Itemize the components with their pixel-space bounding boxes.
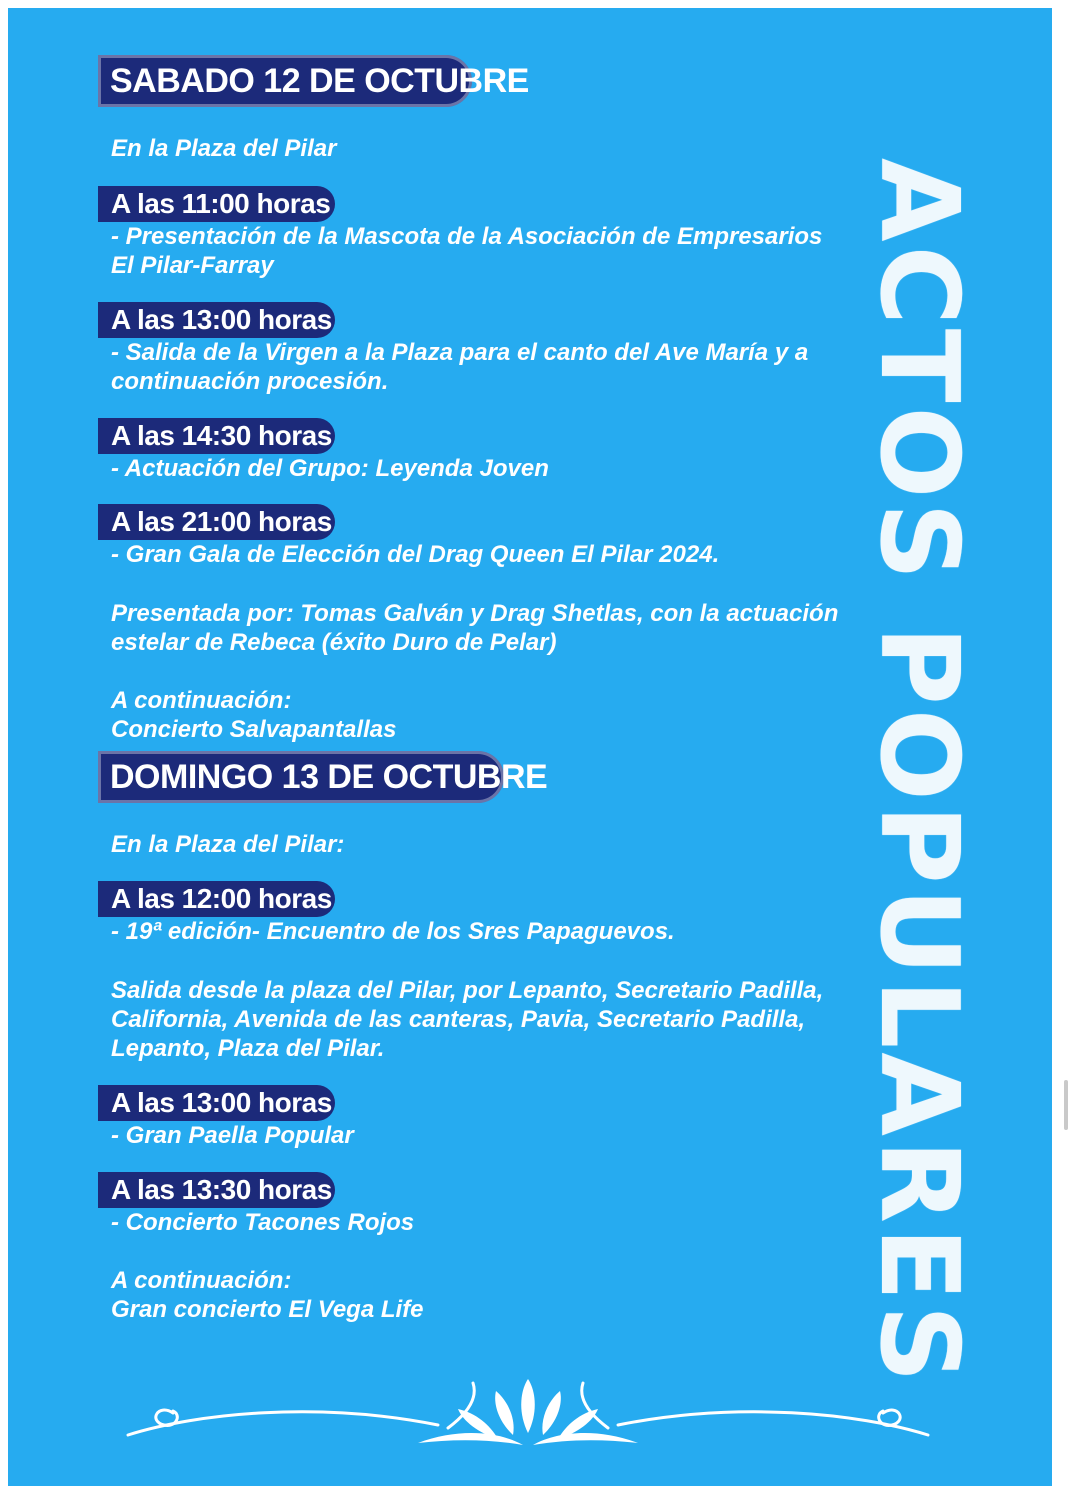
saturday-1430-line1: - Actuación del Grupo: Leyenda Joven [111, 455, 549, 482]
saturday-continuation-label: A continuación: [111, 687, 292, 714]
sunday-time-1330: A las 13:30 horas [98, 1172, 335, 1208]
sunday-continuation-label: A continuación: [111, 1267, 292, 1294]
saturday-banner: SABADO 12 DE OCTUBRE [98, 55, 472, 107]
saturday-presented-line1: Presentada por: Tomas Galván y Drag Shetlas, con la actuación [111, 600, 839, 627]
sunday-route-line3: Lepanto, Plaza del Pilar. [111, 1035, 385, 1062]
sunday-1330-line1: - Concierto Tacones Rojos [111, 1209, 415, 1236]
sunday-location: En la Plaza del Pilar: [111, 831, 345, 858]
saturday-time-1430: A las 14:30 horas [98, 418, 335, 454]
ornament-divider-icon [118, 1373, 938, 1453]
saturday-time-1300: A las 13:00 horas [98, 302, 335, 338]
scroll-indicator [1064, 1080, 1068, 1130]
sunday-1200-line1: - 19ª edición- Encuentro de los Sres Papaguevos. [111, 918, 675, 945]
sunday-continuation-value: Gran concierto El Vega Life [111, 1296, 424, 1323]
saturday-presented-line2: estelar de Rebeca (éxito Duro de Pelar) [111, 629, 557, 656]
saturday-continuation-value: Concierto Salvapantallas [111, 716, 397, 743]
saturday-time-2100: A las 21:00 horas [98, 504, 335, 540]
sunday-1300-line1: - Gran Paella Popular [111, 1122, 354, 1149]
sunday-route-line1: Salida desde la plaza del Pilar, por Lepanto, Secretario Padilla, [111, 977, 824, 1004]
sunday-time-1300: A las 13:00 horas [98, 1085, 335, 1121]
saturday-time-1100: A las 11:00 horas [98, 186, 335, 222]
saturday-2100-line1: - Gran Gala de Elección del Drag Queen El Pilar 2024. [111, 541, 720, 568]
poster [8, 8, 1052, 1486]
sunday-banner: DOMINGO 13 DE OCTUBRE [98, 751, 504, 803]
sunday-time-1200: A las 12:00 horas [98, 881, 335, 917]
saturday-1300-line1: - Salida de la Virgen a la Plaza para el canto del Ave María y a [111, 339, 809, 366]
saturday-1100-line1: - Presentación de la Mascota de la Asociación de Empresarios [111, 223, 823, 250]
sunday-route-line2: California, Avenida de las canteras, Pavia, Secretario Padilla, [111, 1006, 806, 1033]
saturday-1100-line2: El Pilar-Farray [111, 252, 274, 279]
saturday-location: En la Plaza del Pilar [111, 135, 337, 162]
saturday-1300-line2: continuación procesión. [111, 368, 389, 395]
side-title: ACTOS POPULARES [856, 158, 981, 1387]
